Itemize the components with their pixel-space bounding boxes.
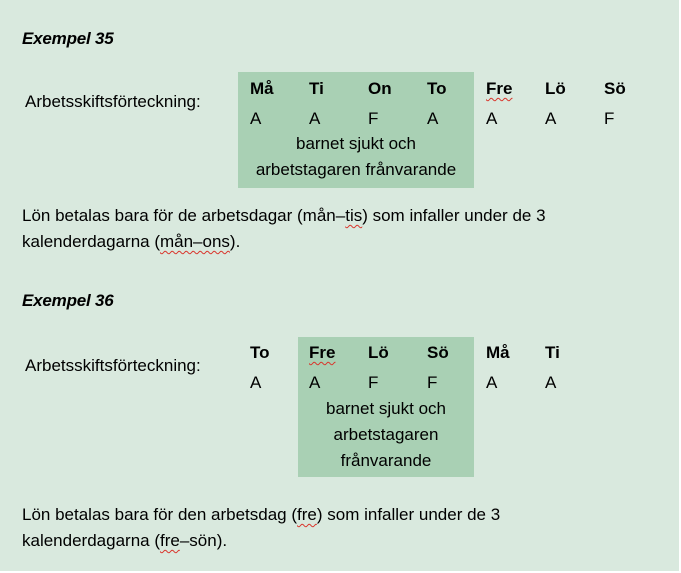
example-36-code-tue: A <box>545 373 557 392</box>
text-segment: –sön). <box>179 531 228 550</box>
example-35-code-fri: A <box>486 109 498 128</box>
example-36-absence-note <box>298 396 474 474</box>
example-35-explanation-line-1 <box>22 203 546 229</box>
example-36-note-line-1: barnet sjukt och <box>325 399 446 418</box>
example-36-code-sat: F <box>368 373 379 392</box>
example-35-day-fri: Fre <box>486 79 513 98</box>
spellcheck-word: mån–ons <box>159 232 230 251</box>
text-segment: ). <box>229 232 241 251</box>
text-segment: ) som infaller under de 3 <box>362 206 546 225</box>
example-36-code-mon: A <box>486 373 498 392</box>
example-36-note-line-3: frånvarande <box>340 451 432 470</box>
example-35-absence-note <box>238 131 474 183</box>
text-segment: Lön betalas bara för de arbetsdagar (mån– <box>22 206 346 225</box>
example-35-code-sat: A <box>545 109 557 128</box>
spellcheck-word: fre <box>297 505 317 524</box>
example-36-explanation <box>22 502 500 554</box>
example-36-day-thu: To <box>250 343 270 362</box>
example-36-day-fri: Fre <box>309 343 336 362</box>
example-35-day-sun: Sö <box>604 79 626 98</box>
example-36-code-thu: A <box>250 373 262 392</box>
example-36-note-line-2: arbetstagaren <box>333 425 439 444</box>
example-36-schedule-label: Arbetsskiftsförteckning: <box>25 356 201 375</box>
text-segment: Lön betalas bara för den arbetsdag ( <box>22 505 298 524</box>
example-35-code-wed: F <box>368 109 379 128</box>
example-36-day-tue: Ti <box>545 343 560 362</box>
text-segment: kalenderdagarna ( <box>22 232 160 251</box>
text-segment: kalenderdagarna ( <box>22 531 160 550</box>
example-35-heading: Exempel 35 <box>22 29 114 48</box>
example-35-note-line-1: barnet sjukt och <box>295 134 416 153</box>
spellcheck-word: fre <box>159 531 180 550</box>
example-36-heading: Exempel 36 <box>22 291 114 310</box>
text-segment: ) som infaller under de 3 <box>316 505 501 524</box>
example-35-code-tue: A <box>309 109 321 128</box>
example-36-code-sun: F <box>427 373 438 392</box>
example-35-day-mon: Må <box>250 79 274 98</box>
example-35-code-sun: F <box>604 109 615 128</box>
example-35-day-tue: Ti <box>309 79 324 98</box>
example-36-day-sat: Lö <box>368 343 389 362</box>
example-35-schedule-label: Arbetsskiftsförteckning: <box>25 92 201 111</box>
example-35-code-thu: A <box>427 109 439 128</box>
example-36-explanation-line-1 <box>22 502 500 528</box>
example-35-day-wed: On <box>368 79 392 98</box>
example-36-day-mon: Må <box>486 343 510 362</box>
example-35-day-thu: To <box>427 79 447 98</box>
example-35-day-sat: Lö <box>545 79 566 98</box>
example-35-note-line-2: arbetstagaren frånvarande <box>255 160 457 179</box>
example-36-day-sun: Sö <box>427 343 449 362</box>
example-35-explanation <box>22 203 546 255</box>
example-35-explanation-line-2 <box>22 229 546 255</box>
example-36-explanation-line-2 <box>22 528 500 554</box>
example-36-code-fri: A <box>309 373 321 392</box>
spellcheck-word: tis <box>345 206 363 225</box>
example-35-code-mon: A <box>250 109 262 128</box>
